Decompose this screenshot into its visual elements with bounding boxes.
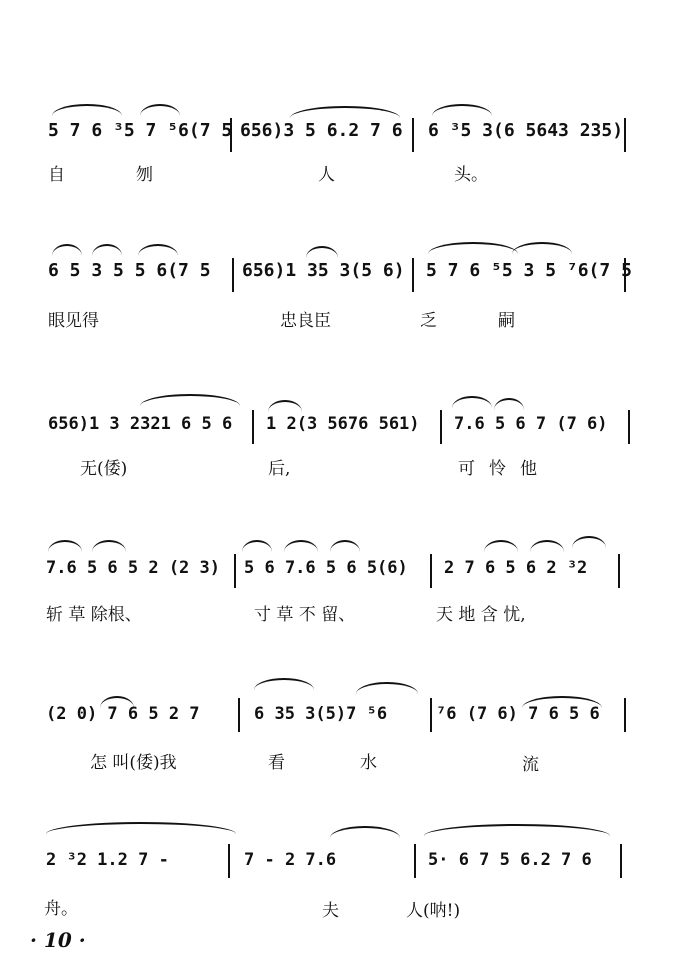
staff-system-1 (0, 100, 690, 230)
barline (414, 844, 416, 878)
barline (232, 258, 234, 292)
barline (624, 118, 626, 152)
measure: 6 35 3(5)7 ⁵6 (254, 704, 388, 724)
lyric: 舟。 (44, 899, 78, 919)
barline (228, 844, 230, 878)
lyric: 天 地 含 忧, (436, 605, 526, 625)
lyric: 眼见得 (48, 311, 99, 331)
slur (428, 242, 518, 254)
lyric: 怎 叫(倭)我 (90, 753, 177, 773)
slur (572, 536, 606, 548)
slur (306, 246, 338, 258)
lyric: 自 (48, 165, 65, 185)
slur (512, 242, 572, 254)
slur (242, 540, 272, 552)
slur (290, 106, 400, 118)
measure: 656)1 3 2321 6 5 6 (48, 414, 233, 434)
slur (494, 398, 524, 410)
staff-system-5 (0, 668, 690, 798)
slur (530, 540, 564, 552)
lyric: 看 (268, 753, 285, 773)
measure: (2 0) 7 6 5 2 7 (46, 704, 200, 724)
lyric: 水 (360, 753, 377, 773)
measure: 5 7 6 ⁵5 3 5 ⁷6(7 5 (426, 260, 632, 281)
barline (252, 410, 254, 444)
barline (624, 698, 626, 732)
slur (268, 400, 302, 412)
barline (238, 698, 240, 732)
slur (284, 540, 318, 552)
barline (620, 844, 622, 878)
barline (230, 118, 232, 152)
barline (412, 258, 414, 292)
slur (48, 540, 82, 552)
barline (430, 554, 432, 588)
measure: 1 2(3 5676 561) (266, 414, 420, 434)
lyric: 人(呐!) (406, 901, 461, 921)
lyric: 忠良臣 (280, 311, 331, 331)
slur (330, 540, 360, 552)
staff-system-3 (0, 390, 690, 520)
lyric: 后, (268, 459, 291, 479)
measure: 656)1 35 3(5 6) (242, 260, 405, 281)
measure: 5· 6 7 5 6.2 7 6 (428, 850, 592, 870)
lyric: 头。 (454, 165, 488, 185)
measure: 7.6 5 6 5 2 (2 3) (46, 558, 220, 578)
barline (628, 410, 630, 444)
measure: ⁷6 (7 6) 7 6 5 6 (436, 704, 600, 724)
measure: 2 7 6 5 6 2 ³2 (444, 558, 588, 578)
slur (452, 396, 492, 408)
slur (484, 540, 518, 552)
slur (46, 822, 236, 834)
slur (52, 104, 122, 116)
slur (424, 824, 610, 836)
barline (234, 554, 236, 588)
lyric: 寸 草 不 留、 (254, 605, 356, 625)
slur (432, 104, 492, 116)
lyric: 可怜他 (458, 459, 551, 479)
slur (92, 244, 122, 256)
lyric: 夫 (322, 901, 339, 921)
measure: 5 6 7.6 5 6 5(6) (244, 558, 408, 578)
measure: 6 5 3 5 5 6(7 5 (48, 260, 211, 281)
measure: 5 7 6 ³5 7 ⁵6(7 5 (48, 120, 233, 141)
slur (138, 244, 178, 256)
barline (430, 698, 432, 732)
barline (412, 118, 414, 152)
slur (140, 104, 180, 116)
staff-system-2 (0, 240, 690, 370)
lyric: 无(倭) (80, 459, 128, 479)
measure: 656)3 5 6.2 7 6 (240, 120, 403, 141)
measure: 2 ³2 1.2 7 - (46, 850, 169, 870)
lyric: 流 (522, 755, 539, 775)
staff-system-6 (0, 808, 690, 938)
barline (618, 554, 620, 588)
staff-system-4 (0, 530, 690, 660)
slur (254, 678, 314, 690)
lyric: 斩 草 除根、 (46, 605, 142, 625)
slur (92, 540, 126, 552)
measure: 7.6 5 6 7 (7 6) (454, 414, 608, 434)
lyric: 刎 (136, 165, 153, 185)
slur (330, 826, 400, 838)
lyric: 嗣 (498, 311, 515, 331)
slur (356, 682, 418, 694)
barline (440, 410, 442, 444)
lyric: 人 (318, 165, 335, 185)
page-number: · 10 · (30, 928, 86, 952)
lyric: 乏 (420, 311, 437, 331)
measure: 7 - 2 7.6 (244, 850, 337, 870)
barline (624, 258, 626, 292)
slur (52, 244, 82, 256)
measure: 6 ³5 3(6 5643 235) (428, 120, 624, 141)
slur (140, 394, 240, 406)
